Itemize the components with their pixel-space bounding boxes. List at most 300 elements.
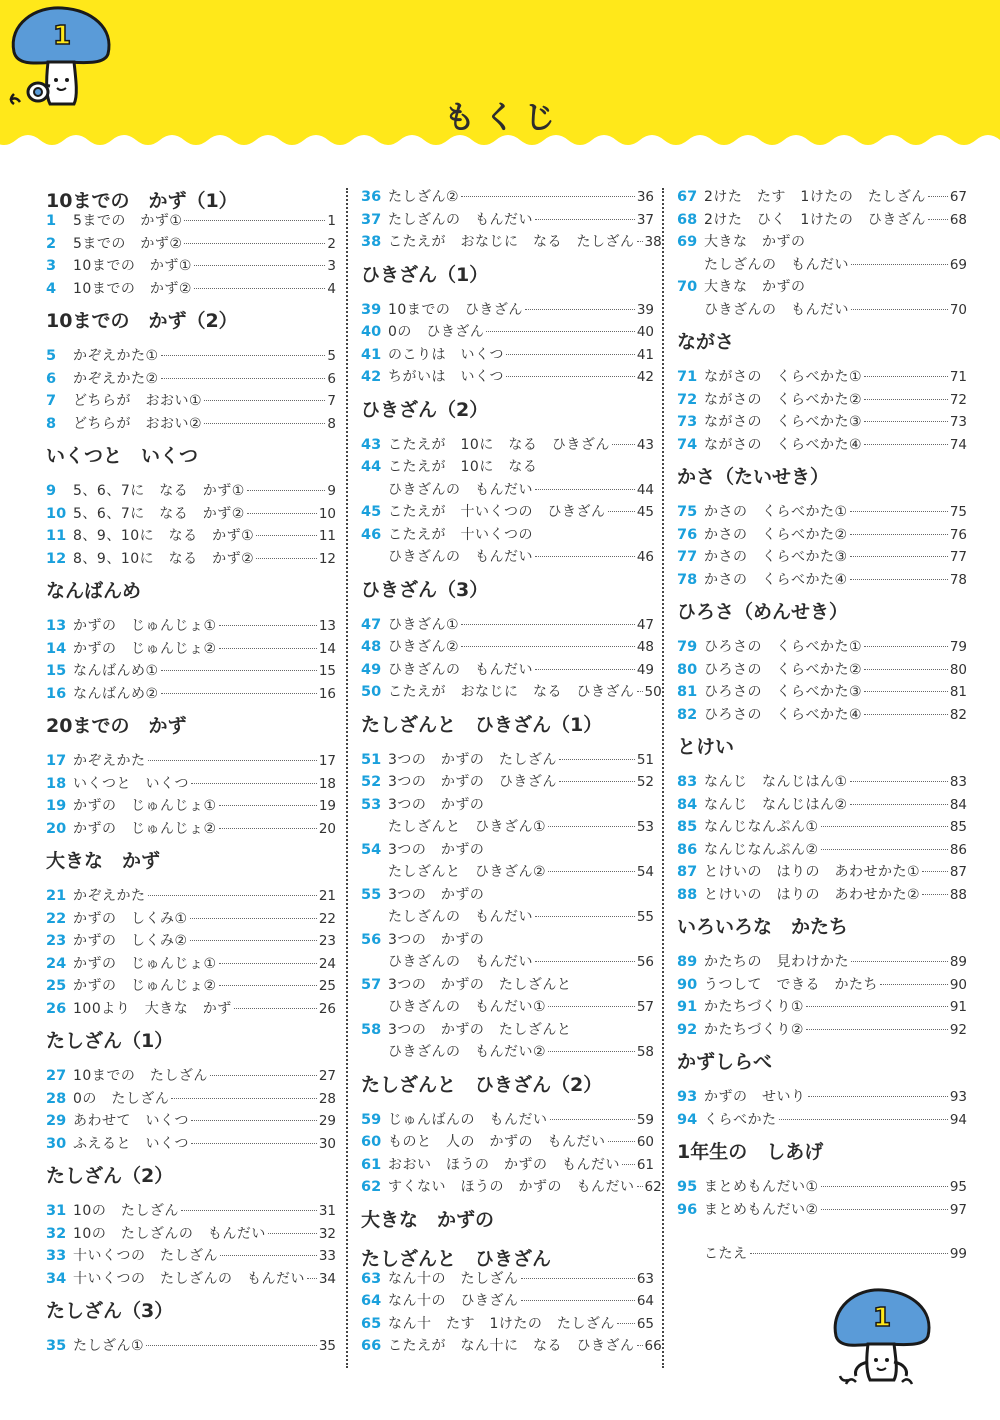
page-number: 71 [949, 369, 967, 385]
dot-leader [268, 1233, 317, 1234]
toc-entry [46, 908, 336, 931]
dot-leader [850, 781, 948, 782]
mushroom-mascot-icon [0, 0, 120, 115]
page-number: 10 [318, 505, 336, 522]
section-heading: 10までの かず（2） [46, 310, 238, 332]
dot-leader [219, 828, 317, 829]
dot-leader [922, 871, 948, 872]
dot-leader [864, 669, 948, 670]
lesson-number: 49 [361, 661, 382, 678]
section-heading: いろいろな かたち [677, 916, 849, 938]
lesson-number: 72 [677, 391, 698, 408]
section-heading: ひきざん（2） [361, 398, 489, 421]
toc-entry [361, 1109, 654, 1132]
page-number: 48 [636, 639, 654, 655]
lesson-title: かずの じゅんじょ① [73, 618, 217, 634]
toc-entry [46, 975, 336, 998]
page-number: 34 [318, 1270, 336, 1287]
dot-leader [559, 759, 635, 760]
dot-leader [806, 1029, 948, 1030]
lesson-number: 41 [361, 346, 382, 363]
lesson-title: ひきざんの もんだい [704, 301, 849, 318]
lesson-number: 86 [677, 841, 698, 858]
page-number: 94 [949, 1111, 967, 1128]
section-heading: たしざんと ひきざん [361, 1247, 552, 1270]
page-number: 99 [949, 1246, 967, 1262]
lesson-number: 71 [677, 369, 698, 385]
toc-entry [46, 368, 336, 391]
lesson-number: 92 [677, 1021, 698, 1038]
dot-leader [928, 219, 948, 220]
lesson-title: かたちの 見わけかた [704, 954, 849, 970]
toc-entry [677, 546, 967, 569]
dot-leader [204, 400, 325, 401]
lesson-title: こたえが おなじに なる たしざん [388, 234, 635, 250]
dot-leader [191, 1120, 317, 1121]
section-heading: 10までの かず（1） [46, 190, 238, 212]
page-number: 41 [636, 346, 654, 363]
lesson-title: かさの くらべかた③ [704, 549, 848, 565]
lesson-title: 2けた ひく 1けたの ひきざん [704, 211, 926, 228]
lesson-number: 65 [361, 1315, 382, 1332]
page-number: 88 [949, 886, 967, 903]
dot-leader [184, 220, 325, 221]
lesson-number: 69 [677, 234, 698, 250]
lesson-title: かずの じゅんじょ① [73, 798, 217, 814]
toc-entry [46, 998, 336, 1021]
lesson-number: 5 [46, 348, 57, 364]
dot-leader [548, 1006, 635, 1007]
toc-entry [361, 546, 654, 569]
lesson-title: なん十の ひきざん [388, 1293, 519, 1309]
section-heading: ひきざん（1） [361, 263, 489, 286]
toc-entry [46, 615, 336, 638]
lesson-number: 19 [46, 798, 67, 814]
page-number: 4 [327, 280, 336, 297]
section-heading: ひろさ（めんせき） [677, 601, 849, 623]
lesson-number: 80 [677, 661, 698, 678]
page-number: 90 [949, 976, 967, 993]
dot-leader [161, 670, 317, 671]
page-number: 60 [636, 1134, 654, 1150]
lesson-number: 39 [361, 301, 382, 318]
toc-entry [46, 548, 336, 571]
toc-column-1 [46, 186, 336, 1358]
page-number: 95 [949, 1179, 967, 1195]
page-number: 7 [327, 393, 336, 409]
toc-entry [361, 1154, 654, 1177]
lesson-title: すくない ほうの かずの もんだい [388, 1179, 635, 1195]
lesson-title: かさの くらべかた④ [704, 571, 848, 588]
lesson-number: 62 [361, 1179, 382, 1195]
page-number: 55 [636, 909, 654, 925]
lesson-number: 9 [46, 483, 57, 499]
toc-entry [677, 1176, 967, 1199]
lesson-number: 43 [361, 436, 382, 453]
badge-number: 1 [52, 21, 72, 51]
lesson-number: 70 [677, 279, 698, 295]
lesson-number: 87 [677, 864, 698, 880]
lesson-number: 66 [361, 1338, 382, 1354]
dot-leader [850, 804, 948, 805]
lesson-title: ひきざんの もんだい① [388, 999, 547, 1015]
toc-entry [46, 1088, 336, 1111]
dot-leader [256, 535, 317, 536]
lesson-number: 50 [361, 684, 382, 700]
lesson-number: 89 [677, 954, 698, 970]
lesson-title: こたえ [704, 1246, 748, 1262]
dot-leader [190, 940, 317, 941]
toc-entry [46, 345, 336, 368]
page-number: 21 [318, 888, 336, 904]
lesson-title: 大きな かずの [704, 279, 806, 295]
lesson-number: 44 [361, 459, 382, 475]
lesson-title: ながさの くらべかた① [704, 369, 863, 385]
toc-entry [677, 254, 967, 277]
dot-leader [461, 196, 635, 197]
page-number: 78 [949, 571, 967, 588]
toc-entry [677, 411, 967, 434]
dot-leader [608, 511, 635, 512]
page-number: 24 [318, 955, 336, 972]
toc-column-3 [677, 186, 967, 1266]
page-number: 66 [644, 1338, 662, 1354]
dot-leader [821, 1209, 948, 1210]
lesson-title: 10までの たしざん [73, 1068, 208, 1084]
dot-leader [851, 264, 948, 265]
toc-entry [677, 231, 967, 254]
lesson-title: とけいの はりの あわせかた① [704, 864, 921, 880]
lesson-number: 38 [361, 234, 382, 250]
dot-leader [548, 826, 635, 827]
dot-leader [219, 985, 317, 986]
lesson-title: なんじ なんじはん① [704, 774, 848, 790]
section-heading: 20までの かず [46, 715, 187, 737]
lesson-title: 十いくつの たしざんの もんだい [73, 1270, 305, 1287]
dot-leader [535, 489, 635, 490]
dot-leader [191, 1143, 317, 1144]
lesson-title: ひきざんの もんだい② [388, 1044, 547, 1060]
toc-entry [677, 659, 967, 682]
toc-entry [361, 1313, 654, 1336]
lesson-number: 24 [46, 955, 67, 972]
lesson-title: かぞえかた② [73, 370, 159, 387]
lesson-title: たしざん② [388, 189, 460, 205]
page-number: 89 [949, 954, 967, 970]
lesson-number: 67 [677, 189, 698, 205]
dot-leader [161, 378, 326, 379]
lesson-title: かずの じゅんじょ② [73, 820, 217, 837]
lesson-number: 2 [46, 235, 57, 252]
dot-leader [535, 669, 635, 670]
toc-entry [46, 795, 336, 818]
lesson-title: なんじ なんじはん② [704, 796, 848, 813]
toc-entry [677, 186, 967, 209]
lesson-number: 90 [677, 976, 698, 993]
dot-leader [148, 895, 317, 896]
lesson-number: 81 [677, 684, 698, 700]
page-number: 61 [636, 1156, 654, 1173]
lesson-title: たしざんの もんだい [388, 909, 533, 925]
toc-entry [361, 816, 654, 839]
dot-leader [550, 1119, 635, 1120]
lesson-number: 4 [46, 280, 57, 297]
lesson-number: 88 [677, 886, 698, 903]
page-number: 65 [636, 1315, 654, 1332]
lesson-number: 52 [361, 774, 382, 790]
toc-entry [677, 884, 967, 907]
dot-leader [850, 579, 948, 580]
toc-entry [46, 390, 336, 413]
toc-entry [677, 974, 967, 997]
toc-entry [46, 1110, 336, 1133]
page-number: 16 [318, 685, 336, 702]
page-number: 40 [636, 324, 654, 340]
toc-entry [46, 413, 336, 436]
lesson-title: 100より 大きな かず [73, 1000, 232, 1017]
toc-column-2 [361, 186, 662, 1358]
lesson-title: のこりは いくつ [388, 346, 504, 363]
lesson-title: かずの じゅんじょ② [73, 640, 217, 657]
toc-entry [677, 501, 967, 524]
lesson-number: 27 [46, 1068, 67, 1084]
page-number: 57 [636, 999, 654, 1015]
page-number: 19 [318, 798, 336, 814]
page-number: 93 [949, 1089, 967, 1105]
toc-entry [46, 885, 336, 908]
lesson-title: たしざんの もんだい [704, 256, 849, 273]
lesson-number: 34 [46, 1270, 67, 1287]
lesson-title: なん十 たす 1けたの たしざん [388, 1315, 615, 1332]
page-number: 64 [636, 1293, 654, 1309]
lesson-number: 56 [361, 931, 382, 948]
dot-leader [808, 1096, 948, 1097]
page-number: 58 [636, 1044, 654, 1060]
dot-leader [525, 309, 635, 310]
dot-leader [307, 1278, 317, 1279]
lesson-title: まとめもんだい② [704, 1201, 819, 1218]
page-number: 77 [949, 549, 967, 565]
page-number: 12 [318, 550, 336, 567]
lesson-number: 76 [677, 526, 698, 543]
dot-leader [806, 1006, 948, 1007]
page-number: 52 [636, 774, 654, 790]
lesson-title: こたえが 10に なる [388, 459, 538, 475]
page-number: 23 [318, 933, 336, 949]
lesson-title: ひろさの くらべかた② [704, 661, 863, 678]
yellow-wavy-background [0, 0, 1000, 165]
toc-entry [361, 749, 654, 772]
toc-entry [677, 299, 967, 322]
dot-leader [219, 805, 317, 806]
dot-leader [171, 1098, 316, 1099]
lesson-title: 3つの かずの [388, 841, 485, 858]
toc-entry [361, 299, 654, 322]
lesson-number: 11 [46, 528, 67, 544]
toc-entry [361, 1335, 662, 1358]
section-heading: ひきざん（3） [361, 578, 489, 601]
toc-entry [46, 750, 336, 773]
lesson-number: 82 [677, 706, 698, 723]
lesson-title: 10の たしざんの もんだい [73, 1225, 266, 1242]
dot-leader [461, 624, 635, 625]
lesson-title: たしざんと ひきざん② [388, 864, 547, 880]
toc-entry [46, 233, 336, 256]
page-number: 50 [644, 684, 662, 700]
dot-leader [486, 331, 634, 332]
dot-leader [750, 1253, 948, 1254]
lesson-number: 3 [46, 258, 57, 274]
page-number: 56 [636, 954, 654, 970]
toc-entry [677, 1109, 967, 1132]
page-number: 59 [636, 1111, 654, 1128]
lesson-number: 96 [677, 1201, 698, 1218]
lesson-title: かぞえかた [73, 753, 146, 769]
dot-leader [161, 355, 326, 356]
dot-leader [851, 961, 948, 962]
toc-entry [361, 614, 654, 637]
page-number: 14 [318, 640, 336, 657]
lesson-number: 63 [361, 1270, 382, 1287]
toc-entry [46, 638, 336, 661]
dot-leader [190, 918, 317, 919]
mushroom-mascot-icon [826, 1284, 936, 1396]
page-number: 46 [636, 549, 654, 565]
dot-leader [851, 309, 948, 310]
toc-entry [46, 255, 336, 278]
dot-leader [821, 849, 948, 850]
section-heading: とけい [677, 736, 735, 758]
lesson-number: 31 [46, 1203, 67, 1219]
toc-entry [361, 839, 654, 862]
toc-entry [46, 773, 336, 796]
page-number: 79 [949, 639, 967, 655]
dot-leader [850, 556, 948, 557]
page-number: 22 [318, 910, 336, 927]
toc-entry [361, 974, 654, 997]
spacer [677, 1221, 967, 1243]
dot-leader [548, 871, 635, 872]
toc-entry [361, 344, 654, 367]
dot-leader [864, 399, 948, 400]
page-number: 87 [949, 864, 967, 880]
lesson-title: 10までの ひきざん [388, 301, 523, 318]
toc-entry [46, 1065, 336, 1088]
dot-leader [219, 625, 317, 626]
lesson-title: いくつと いくつ [73, 775, 189, 792]
toc-entry [361, 479, 654, 502]
lesson-number: 8 [46, 415, 57, 432]
toc-entry [677, 839, 967, 862]
dot-leader [850, 511, 948, 512]
dot-leader [256, 558, 317, 559]
lesson-number: 29 [46, 1113, 67, 1129]
toc-entry [677, 861, 967, 884]
lesson-number: 42 [361, 369, 382, 385]
lesson-number: 57 [361, 976, 382, 993]
page-number: 33 [318, 1248, 336, 1264]
page-number: 49 [636, 661, 654, 678]
toc-entry [677, 816, 967, 839]
dot-leader [219, 648, 317, 649]
lesson-number: 54 [361, 841, 382, 858]
page-number: 86 [949, 841, 967, 858]
dot-leader [864, 714, 948, 715]
toc-entry [361, 884, 654, 907]
toc-entry [46, 660, 336, 683]
page-number: 84 [949, 796, 967, 813]
dot-leader [928, 196, 948, 197]
lesson-title: かずの せいり [704, 1089, 806, 1105]
toc-entry [677, 771, 967, 794]
dot-leader [506, 354, 635, 355]
page-number: 28 [318, 1090, 336, 1107]
lesson-number: 75 [677, 504, 698, 520]
page-number: 75 [949, 504, 967, 520]
toc-entry [677, 1086, 967, 1109]
page-number: 15 [318, 663, 336, 679]
section-heading: たしざん（3） [46, 1300, 174, 1322]
dot-leader [181, 1210, 317, 1211]
dot-leader [148, 760, 317, 761]
toc-entry [46, 1223, 336, 1246]
page-number: 2 [327, 235, 336, 252]
lesson-number: 58 [361, 1021, 382, 1038]
lesson-title: ひきざんの もんだい [388, 954, 533, 970]
dot-leader [194, 288, 326, 289]
section-heading: たしざんと ひきざん（2） [361, 1073, 603, 1096]
lesson-title: かずの じゅんじょ② [73, 978, 217, 994]
lesson-number: 37 [361, 211, 382, 228]
page-number: 83 [949, 774, 967, 790]
toc-entry [361, 524, 654, 547]
toc-entry [46, 953, 336, 976]
dot-leader [194, 265, 326, 266]
toc-entry [361, 794, 654, 817]
toc-entry [361, 996, 654, 1019]
toc-entry [46, 278, 336, 301]
lesson-title: 3つの かずの [388, 931, 485, 948]
lesson-number: 15 [46, 663, 67, 679]
lesson-title: 大きな かずの [704, 234, 806, 250]
dot-leader [521, 1300, 635, 1301]
toc-entry [46, 1335, 336, 1358]
toc-entry [677, 1199, 967, 1222]
lesson-title: かぞえかた① [73, 348, 159, 364]
lesson-title: 5までの かず① [73, 213, 183, 229]
lesson-number: 51 [361, 751, 382, 768]
lesson-title: ながさの くらべかた③ [704, 414, 863, 430]
lesson-title: なんじなんぷん① [704, 819, 819, 835]
lesson-title: かずの じゅんじょ① [73, 955, 217, 972]
lesson-title: まとめもんだい① [704, 1179, 819, 1195]
dot-leader [637, 241, 643, 242]
toc-entry [46, 1200, 336, 1223]
page-number: 25 [318, 978, 336, 994]
section-heading: なんばんめ [46, 580, 142, 602]
lesson-number: 74 [677, 436, 698, 453]
page-number: 82 [949, 706, 967, 723]
toc-entry [677, 524, 967, 547]
lesson-number: 7 [46, 393, 57, 409]
lesson-title: ひきざん① [388, 616, 460, 633]
section-heading: かさ（たいせき） [677, 466, 830, 488]
lesson-number: 36 [361, 189, 382, 205]
lesson-title: こたえが 十いくつの [388, 526, 533, 543]
lesson-title: なん十の たしざん [388, 1270, 519, 1287]
page-number: 5 [327, 348, 336, 364]
page-number: 91 [949, 999, 967, 1015]
